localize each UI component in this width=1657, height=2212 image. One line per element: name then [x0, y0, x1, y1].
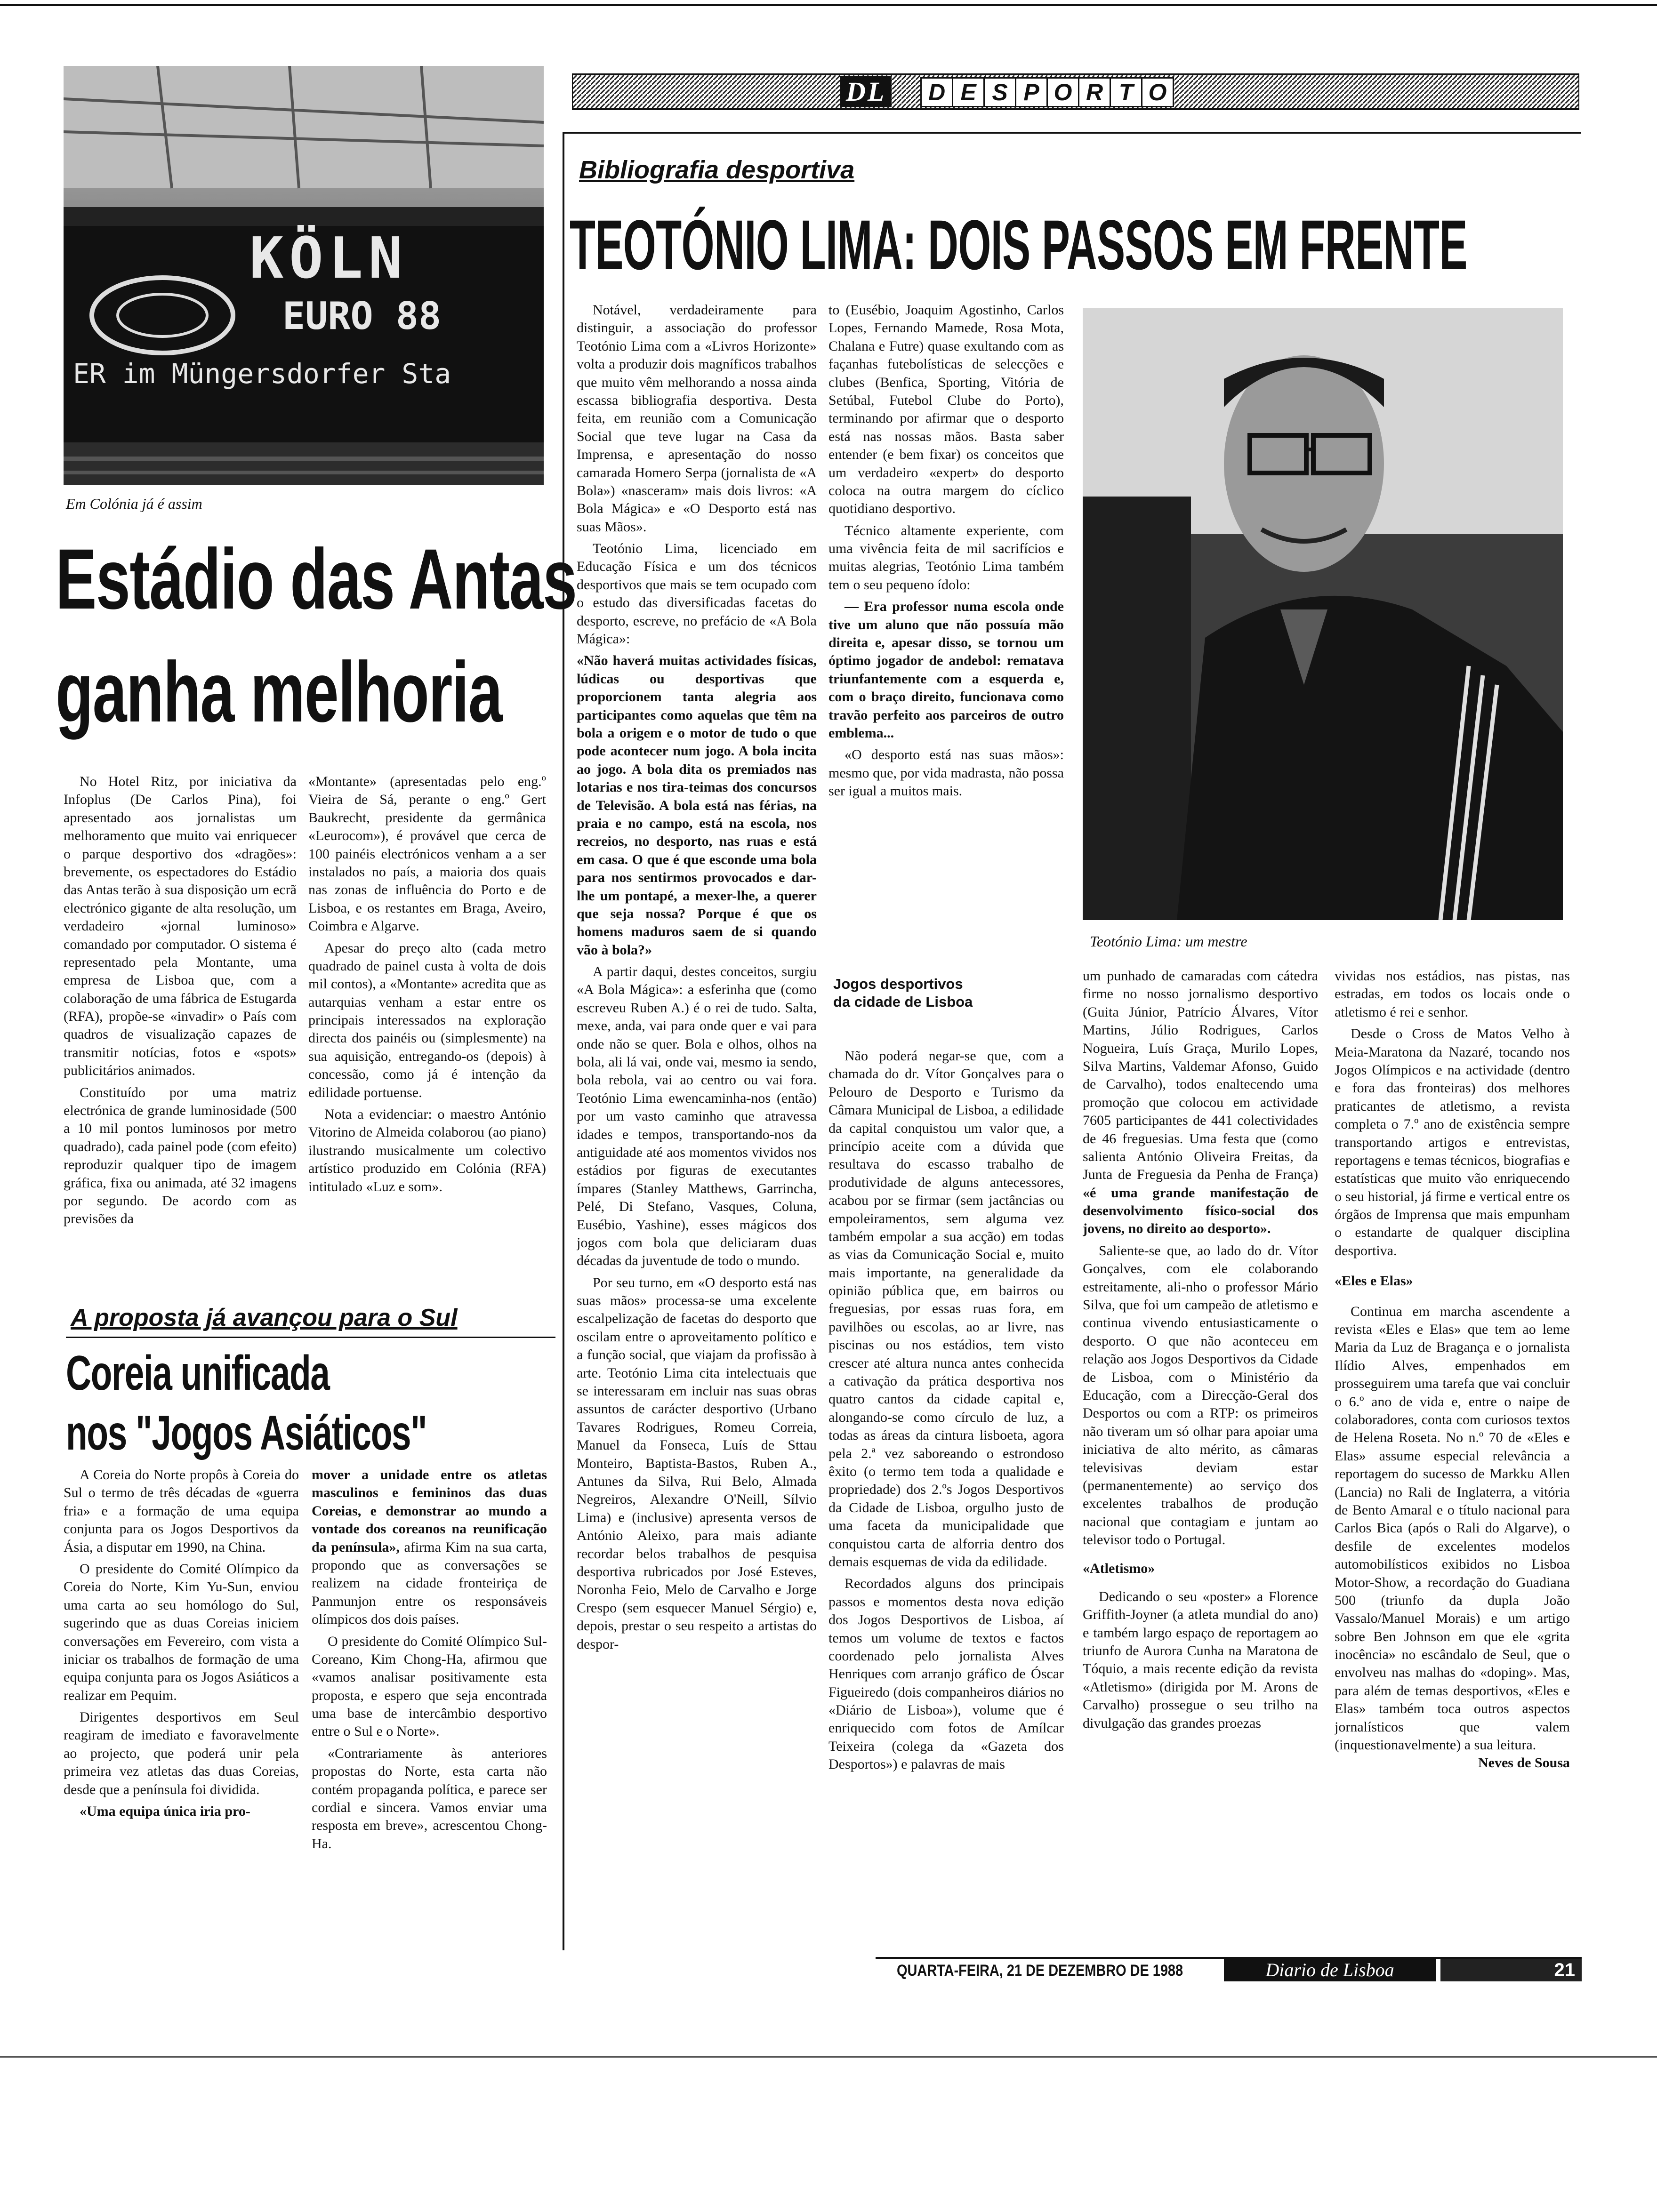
teotonio-paragraph	[828, 598, 1064, 742]
lisboa-paragraph: Saliente-se que, ao lado do dr. Vítor Gonçalves, com ele colaborando estreitamente, ali-nho o professor Mário Silva, que foi um campeão de atletismo e continua vivendo entusiasticamente o desporto. O que não aconteceu em relação aos Jogos Desportivos da Cidade de Lisboa, com o Ministério da Educação, com a Direcção-Geral dos Desportos ou com a RTP: os primeiros não tiveram um só olhar para apoiar uma iniciativa de alto mérito, as câmaras televisivas deviam estar (permanentemente) ao serviço dos excelentes trabalhos de produção nacional que contagiam e juntam ao televisor todo o Portugal.	[1083, 1242, 1318, 1548]
antas-paragraph: «Montante» (apresentadas pelo eng.º Vieira de Sá, perante o eng.º Gert Baukrecht, presidente da germânica «Leurocom»), é provável que cerca de 100 painéis electrónicos venham a a ser instalados no país, a maioria dos quais nas zonas de influência do Porto e de Lisboa, e os restantes em Braga, Aveiro, Coimbra e Algarve.	[308, 774, 546, 934]
lisboa-column-2	[1083, 967, 1318, 1918]
lisboa-paragraph	[1083, 967, 1318, 1238]
lisboa-subhead-line2: da cidade de Lisboa	[833, 994, 973, 1010]
coreia-kicker-rule	[66, 1337, 555, 1338]
eles-elas-subhead	[1335, 1272, 1570, 1290]
teotonio-paragraph: Notável, verdadeiramente para distinguir, a associação do professor Teotónio Lima com a «Livros Horizonte» volta a produzir dois magníficos trabalhos que muito vêm melhorando a nossa ainda escassa bibliografia desportiva. Desta feita, em reunião com a Comunicação Social que teve lugar na Casa da Imprensa, e apresentação do nosso camarada Homero Serpa (jornalista de «A Bola») «nasceram» mais dois livros: «A Bola Mágica» e «O Desporto está nas suas Mãos».	[577, 302, 817, 535]
coreia-headline-line1: Coreia unificada	[66, 1346, 330, 1401]
coreia-column-1	[64, 1466, 299, 1956]
section-letter: D	[920, 77, 953, 107]
section-letter: T	[1111, 77, 1142, 107]
lisboa-paragraph: Recordados alguns dos principais passos e momentos desta nova edição dos Jogos Desportivos de Lisboa, aí temos um volume de textos e factos coordenado pelo jornalista Alves Henriques com arranjo gráfico de Óscar Figueiredo (dois companheiros diários no «Diário de Lisboa»), volume que é enriquecido com fotos de Amílcar Teixeira (colega da «Gazeta dos Desportos») e palavras de mais	[828, 1576, 1064, 1772]
section-title-desporto	[920, 77, 1174, 106]
footer-masthead	[1224, 1959, 1436, 1981]
dl-logo	[840, 76, 892, 107]
teotonio-column-1	[577, 301, 817, 1901]
atletismo-subhead	[1083, 1560, 1318, 1578]
teotonio-quote-bold: «Não haverá muitas actividades físicas, lúdicas ou desportivas que proporcionem tanta alegria aos participantes como aquelas que têm na bola a origem e o motor de tudo o que pode acontecer num jogo. A bola incita ao jogo. A bola dita os premiados nas lotarias e nos tira-teimas dos concursos de Televisão. A bola está nas férias, na praia e no campo, está na escola, nos recreios, no desporto, nas ruas e está em casa. O que é que esconde uma bola para nos sentirmos provocados e dar-lhe um pontapé, a mexer-lhe, a querer que seja nossa? Porque é que os homens maduros saem de si quando vão à bola?»	[577, 653, 817, 958]
koln-stadium-photo	[64, 66, 544, 485]
coreia-quote-bold: «Uma equipa única iria pro-	[80, 1803, 250, 1819]
teotonio-quote-bold: — Era professor numa escola onde tive um aluno que não possuía mão direita e, apesar disso, se tornou um óptimo jogador de andebol: rematava triunfantemente com a esquerda e, com o braço direito, funcionava como travão perfeito aos parceiros de outro emblema...	[828, 599, 1064, 741]
scoreboard-text-euro88: EURO 88	[282, 294, 442, 338]
antas-paragraph: Nota a evidenciar: o maestro António Vitorino de Almeida colaborou (ao piano) ilustrando musicalmente um colectivo artístico produzido em Colónia (RFA) intitulado «Luz e som».	[308, 1106, 546, 1194]
scoreboard-text-stadium: ER im Müngersdorfer Sta	[73, 358, 451, 390]
coreia-quote-rest: afirma Kim na sua carta, propondo que as conversações se realizem na cidade fronteiriça de Panmunjon entre os responsáveis olímpicos dos dois países.	[312, 1539, 547, 1627]
lisboa-subhead-line1: Jogos desportivos	[833, 976, 963, 992]
antas-headline-line2: ganha melhoria	[56, 644, 502, 740]
teotonio-paragraph: to (Eusébio, Joaquim Agostinho, Carlos Lopes, Fernando Mamede, Rosa Mota, Chalana e Futre) quase exultando com as façanhas futebolísticas de selecções e clubes (Benfica, Sporting, Vitória de Setúbal, Futebol Clube do Porto), terminando por afirmar que o desporto está nas nossas mãos. Basta saber entender (e bem fixar) os conceitos que um verdadeiro «expert» do desporto coloca na outra margem do cíclico quotidiano desportivo.	[828, 302, 1064, 517]
section-letter: E	[953, 77, 985, 107]
coreia-quote-bold: mover a unidade entre os atletas masculinos e femininos das duas Coreias, e demonstrar ao mundo a vontade dos coreanos na reunificação da península»,	[312, 1467, 547, 1555]
teotonio-column-2	[828, 301, 1064, 951]
eles-elas-paragraph	[1335, 1303, 1570, 1771]
section-letter: O	[1048, 77, 1079, 107]
coreia-paragraph: O presidente do Comité Olímpico Sul-Coreano, Kim Chong-Ha, afirmou que «vamos analisar positivamente esta proposta, e espero que seja encontrada uma base de intercâmbio desportivo entre o Sul e o Norte».	[312, 1633, 547, 1739]
section-letter: P	[1016, 77, 1048, 107]
lisboa-text: um punhado de camaradas com cátedra firme no nosso jornalismo desportivo (Guita Júnior, Patrício Álvares, Vítor Martins, Júlio Rodrigues, Carlos Nogueira, Luís Graça, Murilo Lopes, Silva Martins, Valdemar Afonso, Guido de Carvalho), todos enaltecendo uma promoção que colocou em actividade 7605 participantes de 441 colectividades de 46 freguesias. Uma festa que (como salienta António Oliveira Freitas, da Junta de Freguesia da Penha de França)	[1083, 968, 1318, 1183]
antas-paragraph: Constituído por uma matriz electrónica de grande luminosidade (500 a 10 mil pontos luminosos por metro quadrado), cada painel pode (com efeito) reproduzir qualquer tipo de imagem gráfica, fixa ou animada, até 32 imagens por segundo. De acordo com as previsões da	[64, 1084, 297, 1227]
teotonio-paragraph	[577, 652, 817, 959]
coreia-column-2	[312, 1466, 547, 1956]
teotonio-paragraph: A partir daqui, destes conceitos, surgiu «A Bola Mágica»: a esferinha que (como escreveu Ruben A.) é o rei de tudo. Salta, mexe, anda, vai para onde quer e vai para onde não se quer. Bola e olhos, olhos na bola, ali lá vai, onde vai, mesmo ia sendo, bola rebola, vai ao centro ou vai fora. Teotónio Lima ewencaminha-nos (então) por um vasto caminho que atravessa idades e tempos, transportando-nos da antiguidade até aos momentos vividos nos estádios por figuras de executantes ímpares (Stanley Matthews, Garrincha, Pelé, Di Stefano, Vasques, Coluna, Eusébio, Yashine), esses mágicos dos jogos com bola que deliciaram duas décadas da juventude de todo o mundo.	[577, 964, 817, 1269]
coreia-paragraph: O presidente do Comité Olímpico da Coreia do Norte, Kim Yu-Sun, enviou uma carta ao seu homólogo do Sul, sugerindo que as duas Coreias iniciem conversações em Fevereiro, com vista a iniciar os trabalhos de formação de uma equipa conjunta para os Jogos Asiáticos a realizar em Pequim.	[64, 1561, 299, 1703]
section-letter: S	[985, 77, 1016, 107]
coreia-paragraph	[312, 1466, 547, 1629]
teotonio-paragraph: Teotónio Lima, licenciado em Educação Física e um dos técnicos desportivos que mais se tem ocupado com o estudo das diversificadas facetas do desporto, escreve, no prefácio de «A Bola Mágica»:	[577, 541, 817, 647]
section-letter: O	[1142, 77, 1174, 107]
coreia-paragraph: Dirigentes desportivos em Seul reagiram de imediato e favoravelmente ao projecto, que poderá unir pela primeira vez atletas das duas Coreias, desde que a península foi dividida.	[64, 1709, 299, 1797]
teotonio-paragraph: «O desporto está nas suas mãos»: mesmo que, por vida madrasta, não possa ser igual a muitos mais.	[828, 747, 1064, 799]
koln-photo-caption: Em Colónia já é assim	[66, 495, 202, 512]
top-border-line	[0, 4, 1657, 6]
bottom-scan-line	[0, 2056, 1657, 2058]
atletismo-subhead-text: «Atletismo»	[1083, 1560, 1155, 1576]
teotonio-kicker: Bibliografia desportiva	[579, 156, 855, 184]
coreia-kicker: A proposta já avançou para o Sul	[71, 1304, 458, 1331]
teotonio-paragraph: Técnico altamente experiente, com uma vivência feita de mil sacrifícios e muitas alegrias, Teotónio Lima também tem o seu pequeno ídolo:	[828, 522, 1064, 593]
teotonio-headline: TEOTÓNIO LIMA: DOIS PASSOS EM FRENTE	[570, 205, 1467, 284]
teotonio-photo-caption: Teotónio Lima: um mestre	[1090, 933, 1247, 950]
coreia-headline-line2: nos "Jogos Asiáticos"	[66, 1406, 427, 1460]
coreia-paragraph	[64, 1803, 299, 1820]
eles-elas-text: Continua em marcha ascendente a revista «Eles e Elas» que tem ao leme Maria da Luz de Bragança e o jornalista Ilídio Alves, empenhados em prosseguirem uma tarefa que vai concluir o 6.º ano de vida e, entre o naipe de colaboradores, conta com curiosos textos de Helena Roseta. No n.º 70 de «Eles e Elas» assume especial relevância a reportagem do sucesso de Markku Allen (Lancia) no Rali de Inglaterra, a vitória de Bento Amaral e o título nacional para Carlos Bica (após o Rali do Algarve), o desfile de excelentes modelos automobilísticos exibidos no Lisboa Motor-Show, a recordação do Guadiana 500 (triunfo da dupla João Vassalo/Manuel Morais) e um artigo sobre Ben Johnson em que ele «grita inocência» no escândalo de Seul, que o envolveu nas malhas do «doping». Mas, para além de temas desportivos, «Eles e Elas» também toca outros aspectos jornalísticos que valem (inquestionavelmente) a sua leitura.	[1335, 1303, 1570, 1753]
author-signature: Neves de Sousa	[1478, 1755, 1570, 1771]
right-column	[1335, 967, 1570, 1918]
teotonio-paragraph: Por seu turno, em «O desporto está nas suas mãos» processa-se uma excelente escalpelização de facetas do desporto que oscilam entre o aproveitamento político e a função social, que viajam da profissão à arte. Teotónio Lima cita intelectuais que se interessaram em incluir nas suas obras assuntos de carácter desportivo (Urbano Tavares Rodrigues, Romeu Correia, Manuel da Fonseca, Luís de Sttau Monteiro, Baptista-Bastos, Ruben A., Antunes da Silva, Rui Belo, Almada Negreiros, Alexandre O'Neill, Sílvio Lima) e (inclusive) apresenta versos de António Aleixo, para mais adiante recordar belos trabalhos de pesquisa desportiva rubricados por José Esteves, Noronha Feio, Melo de Carvalho e Jorge Crespo (sem esquecer Manuel Sérgio) e, depois, prestar o seu respeito a artistas do despor-	[577, 1274, 817, 1652]
section-header	[572, 71, 1579, 113]
page-number: 21	[1554, 1960, 1575, 1980]
section-letter: R	[1079, 77, 1111, 107]
coreia-paragraph: «Contrariamente às anteriores propostas do Norte, esta carta não contém propaganda política, e parece ser cordial e sincera. Vamos enviar uma resposta em breve», acrescentou Chong-Ha.	[312, 1745, 547, 1851]
antas-column-1	[64, 773, 297, 1279]
lisboa-column-1	[828, 1047, 1064, 1913]
antas-paragraph: No Hotel Ritz, por iniciativa da Infoplus (De Carlos Pina), foi apresentado aos jornalistas um melhoramento que muito vai enriquecer o parque desportivo dos «dragões»: brevemente, os espectadores do Estádio das Antas terão à sua disposição um ecrã electrónico gigante de alta resolução, um verdadeiro «jornal luminoso» comandado por computador. O sistema é representado pela Montante, uma empresa de Lisboa que, com a colaboração de uma fábrica de Estugarda (RFA), propõe-se «invadir» o País com quadros de visualização capazes de transmitir notícias, fotos e «spots» publicitários animados.	[64, 774, 297, 1079]
footer-date: QUARTA-FEIRA, 21 DE DEZEMBRO DE 1988	[897, 1962, 1183, 1980]
teotonio-lima-portrait	[1083, 308, 1563, 920]
atletismo-paragraph: vividas nos estádios, nas pistas, nas estradas, em todos os locais onde o atletismo é rei e senhor.	[1335, 968, 1570, 1020]
footer-masthead-text: Diario de Lisboa	[1265, 1959, 1394, 1980]
lisboa-quote-bold: «é uma grande manifestação de desenvolvimento físico-social dos jovens, no direito ao desporto».	[1083, 1185, 1318, 1237]
atletismo-paragraph: Desde o Cross de Matos Velho à Meia-Maratona da Nazaré, tocando nos Jogos Olímpicos e na actividade (dentro e fora das fronteiras) dos melhores praticantes de atletismo, a revista completa o 7.º ano de existência sempre transportando artigos e entrevistas, reportagens e temas técnicos, biografias e estatísticas que muito vão enriquecendo o seu historial, já firme e vertical entre os órgãos de Imprensa que mais empunham o estandarte de qualquer disciplina desportiva.	[1335, 1026, 1570, 1258]
lisboa-paragraph: Não poderá negar-se que, com a chamada do dr. Vítor Gonçalves para o Pelouro de Desporto e Turismo da Câmara Municipal de Lisboa, a edilidade da capital conquistou um valor que, a princípio aceite com a dúvida que resultava do escasso trabalho de produtividade de alguns antecessores, acabou por se firmar (sem jactâncias ou empoleiramentos, sem alguma vez também empolar a sua acção) em todas as vias da Comunicação Social e, muito mais importante, na generalidade da opinião pública que, em bairros ou freguesias, por essas ruas fora, em pavilhões ou escolas, ao ar livre, nas piscinas ou nos estádios, tem visto crescer até altura nunca antes conhecida a cativação da prática desportiva nos quatro cantos da cidade capital e, alongando-se como círculo de luz, a todas as áreas da cintura lisboeta, agora pela 2.ª vez saboreando o estrondoso êxito (o termo tem toda a qualidade e propriedade) dos 2.ºs Jogos Desportivos da Cidade de Lisboa, orgulho justo de uma faceta da municipalidade que conquistou carta de alforria dentro dos demais esquemas de vida da edilidade.	[828, 1048, 1064, 1570]
scoreboard-text-koln: KÖLN	[249, 226, 408, 291]
antas-paragraph: Apesar do preço alto (cada metro quadrado de painel custa à volta de dois mil contos), a «Montante» acredita que as autarquias venham a estar entre os principais interessados na exploração directa dos painéis ou (simplesmente) na sua aquisição, entregando-os (depois) à concessão, como já é intenção da edilidade portuense.	[308, 940, 546, 1100]
atletismo-paragraph: Dedicando o seu «poster» a Florence Griffith-Joyner (a atleta mundial do ano) e também largo espaço de reportagem ao triunfo de Aurora Cunha na Maratona de Tóquio, a mais recente edição da revista «Atletismo» (dirigida por M. Arons de Carvalho) prossegue o seu trilho na divulgação das grandes proezas	[1083, 1588, 1318, 1731]
portrait-illustration	[1083, 308, 1563, 920]
antas-column-2	[308, 773, 546, 1279]
coreia-paragraph: A Coreia do Norte propôs à Coreia do Sul o termo de três décadas de «guerra fria» e a formação de uma equipa conjunta para os Jogos Desportivos da Ásia, a disputar em 1990, na China.	[64, 1467, 299, 1555]
antas-headline-line1: Estádio das Antas	[56, 531, 577, 627]
footer-page-box	[1440, 1959, 1582, 1981]
dl-logo-text: DL	[846, 76, 886, 107]
eles-elas-subhead-text: «Eles e Elas»	[1335, 1273, 1413, 1289]
